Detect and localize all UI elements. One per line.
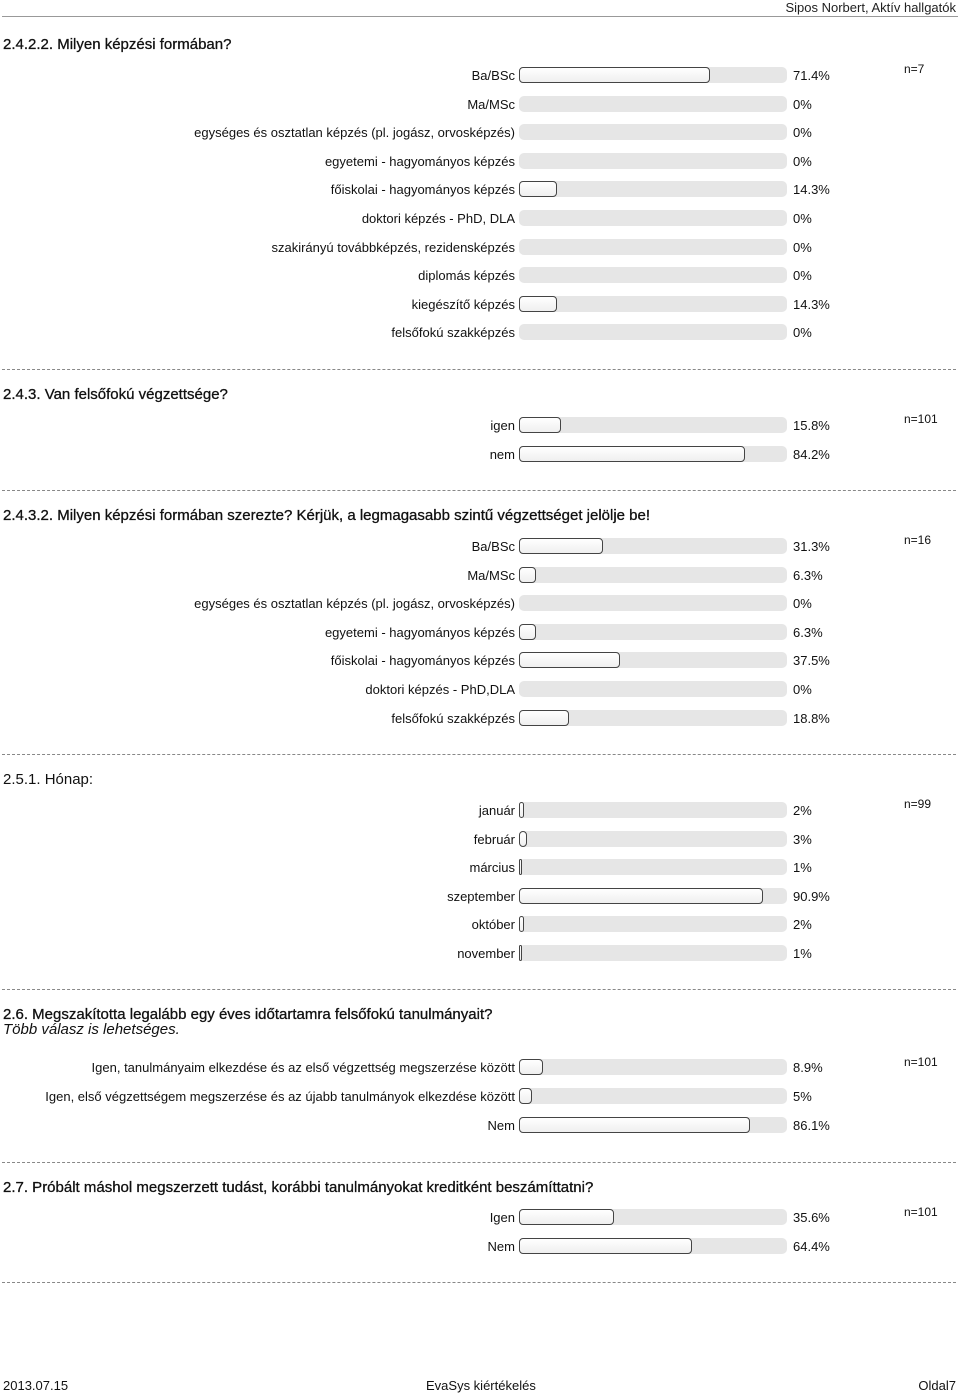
answer-row (0, 680, 960, 700)
answer-row (0, 445, 960, 465)
section-divider (2, 1282, 956, 1283)
bar-track (519, 1238, 787, 1254)
percentage-value: 0% (793, 153, 812, 169)
answer-label: egységes és osztatlan képzés (pl. jogász, orvosképzés) (194, 125, 515, 141)
answer-label: október (471, 917, 515, 933)
question-title: 2.4.2.2. Milyen képzési formában? (3, 36, 232, 53)
bar-track (519, 96, 787, 112)
respondent-count: n=101 (904, 1205, 938, 1219)
answer-label: Ba/BSc (471, 68, 515, 83)
bar-fill (519, 710, 569, 726)
bar-track (519, 210, 787, 226)
answer-label: február (473, 831, 515, 847)
bar-fill (519, 831, 527, 847)
bar-track (519, 859, 787, 875)
answer-row (0, 566, 960, 586)
section-divider (2, 490, 956, 491)
bar-fill (519, 1059, 543, 1075)
section-divider (2, 754, 956, 755)
answer-row (0, 887, 960, 907)
bar-fill (519, 181, 557, 197)
answer-label: felsőfokú szakképzés (391, 325, 515, 341)
percentage-value: 0% (793, 125, 812, 141)
header-rule (2, 16, 958, 17)
percentage-value: 2% (793, 917, 812, 933)
answer-row (0, 180, 960, 200)
bar-track (519, 267, 787, 283)
bar-track (519, 945, 787, 961)
bar-fill (519, 296, 557, 312)
bar-track (519, 831, 787, 847)
answer-label: diplomás képzés (418, 268, 515, 284)
answer-label: szakirányú továbbképzés, rezidensképzés (271, 239, 515, 255)
footer-page: Oldal7 (918, 1378, 956, 1393)
bar-fill (519, 446, 745, 462)
answer-row (0, 152, 960, 172)
answer-label: január (478, 803, 515, 818)
question-title: 2.4.3.2. Milyen képzési formában szerezte? Kérjük, a legmagasabb szintű végzettséget jelölje be! (3, 507, 651, 524)
answer-label: főiskolai - hagyományos képzés (330, 182, 515, 198)
answer-label: igen (490, 418, 515, 433)
percentage-value: 0% (793, 96, 812, 112)
answer-label: egyetemi - hagyományos képzés (324, 153, 515, 169)
percentage-value: 86.1% (793, 1117, 830, 1133)
bar-track (519, 888, 787, 904)
percentage-value: 15.8% (793, 418, 830, 433)
answer-row (0, 944, 960, 964)
answer-row (0, 651, 960, 671)
percentage-value: 2% (793, 803, 812, 818)
respondent-count: n=101 (904, 1055, 938, 1069)
footer-title: EvaSys kiértékelés (426, 1378, 536, 1393)
percentage-value: 71.4% (793, 68, 830, 83)
bar-track (519, 567, 787, 583)
answer-label: Igen (489, 1210, 515, 1225)
answer-row (0, 266, 960, 286)
percentage-value: 35.6% (793, 1210, 830, 1225)
bar-fill (519, 1209, 614, 1225)
answer-label: november (457, 946, 515, 961)
respondent-count: n=7 (904, 62, 925, 76)
bar-fill (519, 1117, 750, 1133)
percentage-value: 64.4% (793, 1238, 830, 1254)
answer-label: Igen, tanulmányaim elkezdése és az első végzettség megszerzése között (91, 1060, 515, 1075)
bar-track (519, 538, 787, 554)
bar-track (519, 446, 787, 462)
bar-fill (519, 67, 710, 83)
respondent-count: n=16 (904, 533, 932, 547)
answer-row (0, 123, 960, 143)
percentage-value: 3% (793, 831, 812, 847)
percentage-value: 14.3% (793, 182, 830, 198)
percentage-value: 1% (793, 946, 812, 961)
answer-row (0, 295, 960, 315)
answer-row (0, 66, 960, 86)
bar-track (519, 1088, 787, 1104)
section-divider (2, 989, 956, 990)
answer-row (0, 830, 960, 850)
section-divider (2, 1162, 956, 1163)
section-divider (2, 369, 956, 370)
bar-fill (519, 916, 524, 932)
percentage-value: 90.9% (793, 888, 830, 904)
answer-row (0, 1237, 960, 1257)
answer-row (0, 209, 960, 229)
answer-row (0, 1208, 960, 1228)
bar-fill (519, 417, 561, 433)
percentage-value: 0% (793, 682, 812, 697)
percentage-value: 5% (793, 1088, 812, 1104)
answer-row (0, 1058, 960, 1078)
percentage-value: 0% (793, 239, 812, 255)
bar-track (519, 710, 787, 726)
answer-label: egyetemi - hagyományos képzés (324, 624, 515, 640)
header-author: Sipos Norbert, Aktív hallgatók (785, 0, 956, 15)
bar-fill (519, 652, 620, 668)
answer-label: Igen, első végzettségem megszerzése és az újabb tanulmányok elkezdése között (45, 1088, 515, 1104)
percentage-value: 0% (793, 268, 812, 284)
percentage-value: 6.3% (793, 567, 823, 583)
answer-row (0, 858, 960, 878)
answer-row (0, 238, 960, 258)
percentage-value: 6.3% (793, 624, 823, 640)
bar-track (519, 67, 787, 83)
bar-fill (519, 1088, 532, 1104)
answer-label: Ma/MSc (467, 96, 515, 112)
answer-row (0, 95, 960, 115)
answer-label: kiegészítő képzés (411, 296, 515, 312)
percentage-value: 84.2% (793, 446, 830, 462)
bar-track (519, 417, 787, 433)
percentage-value: 1% (793, 860, 812, 876)
percentage-value: 14.3% (793, 296, 830, 312)
bar-track (519, 916, 787, 932)
answer-label: március (469, 860, 515, 876)
bar-fill (519, 945, 522, 961)
answer-label: doktori képzés - PhD, DLA (361, 211, 515, 226)
question-title: 2.7. Próbált máshol megszerzett tudást, korábbi tanulmányokat kreditként beszámíttatni? (3, 1179, 594, 1196)
answer-row (0, 915, 960, 935)
answer-label: felsőfokú szakképzés (391, 710, 515, 726)
bar-track (519, 181, 787, 197)
answer-row (0, 801, 960, 821)
percentage-value: 0% (793, 211, 812, 226)
bar-track (519, 324, 787, 340)
bar-track (519, 153, 787, 169)
answer-label: Nem (487, 1117, 515, 1133)
bar-track (519, 624, 787, 640)
question-title: 2.4.3. Van felsőfokú végzettsége? (3, 386, 228, 403)
answer-label: doktori képzés - PhD,DLA (365, 682, 515, 697)
percentage-value: 18.8% (793, 710, 830, 726)
answer-label: Ma/MSc (467, 567, 515, 583)
bar-track (519, 681, 787, 697)
bar-fill (519, 1238, 692, 1254)
bar-track (519, 652, 787, 668)
question-title: 2.6. Megszakította legalább egy éves időtartamra felsőfokú tanulmányait? (3, 1006, 493, 1023)
bar-track (519, 1117, 787, 1133)
answer-row (0, 594, 960, 614)
bar-fill (519, 624, 536, 640)
question-subtitle: Több válasz is lehetséges. (3, 1021, 180, 1038)
bar-fill (519, 802, 524, 818)
answer-label: szeptember (447, 888, 515, 904)
respondent-count: n=101 (904, 412, 938, 426)
percentage-value: 37.5% (793, 653, 830, 669)
bar-track (519, 1209, 787, 1225)
respondent-count: n=99 (904, 797, 932, 811)
bar-track (519, 595, 787, 611)
bar-track (519, 124, 787, 140)
question-title: 2.5.1. Hónap: (3, 771, 94, 788)
answer-label: Ba/BSc (471, 539, 515, 554)
answer-row (0, 1087, 960, 1107)
bar-fill (519, 567, 536, 583)
footer-date: 2013.07.15 (3, 1378, 69, 1393)
answer-row (0, 709, 960, 729)
bar-fill (519, 538, 603, 554)
answer-row (0, 323, 960, 343)
bar-track (519, 1059, 787, 1075)
answer-label: egységes és osztatlan képzés (pl. jogász, orvosképzés) (194, 596, 515, 612)
answer-label: Nem (487, 1238, 515, 1254)
percentage-value: 31.3% (793, 539, 830, 554)
answer-row (0, 1116, 960, 1136)
percentage-value: 0% (793, 325, 812, 341)
bar-track (519, 802, 787, 818)
answer-row (0, 416, 960, 436)
bar-track (519, 296, 787, 312)
bar-fill (519, 888, 763, 904)
bar-fill (519, 859, 522, 875)
answer-label: nem (489, 446, 515, 462)
percentage-value: 0% (793, 596, 812, 612)
answer-label: főiskolai - hagyományos képzés (330, 653, 515, 669)
answer-row (0, 537, 960, 557)
answer-row (0, 623, 960, 643)
bar-track (519, 239, 787, 255)
percentage-value: 8.9% (793, 1060, 823, 1075)
